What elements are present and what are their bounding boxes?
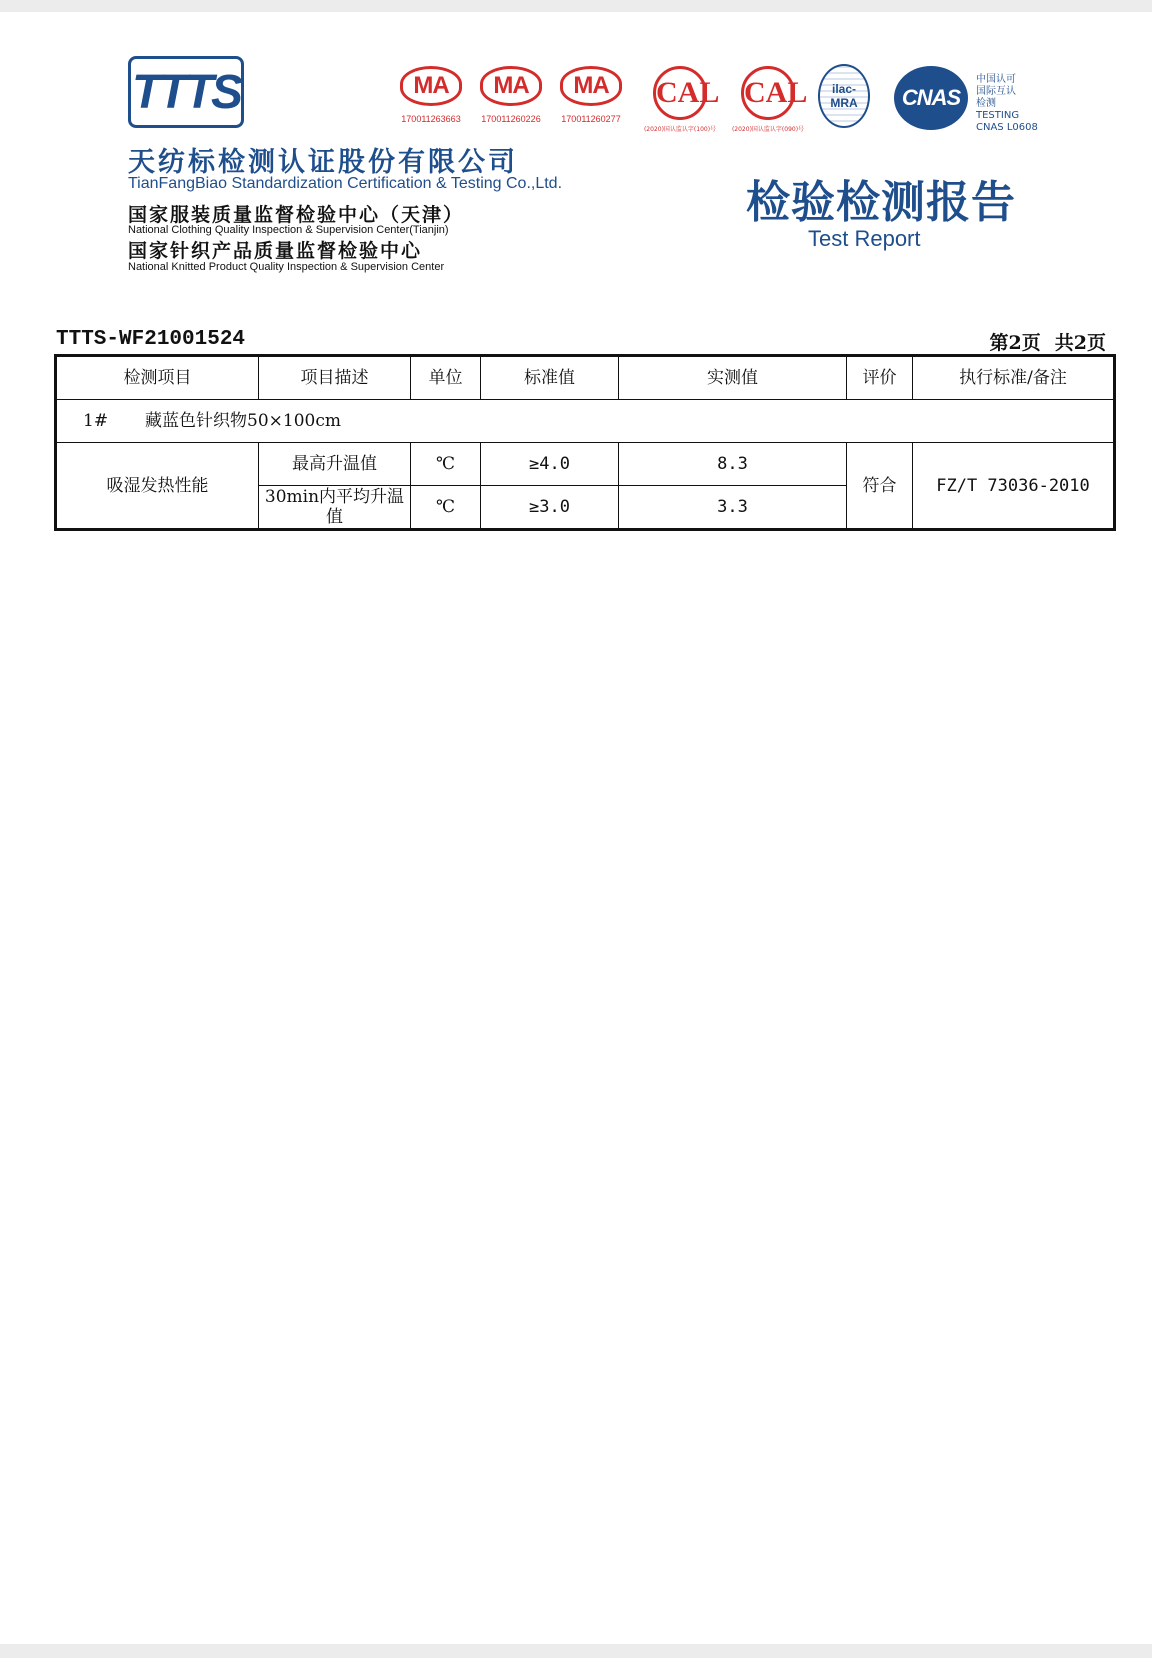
page-current: 第2页 [989, 332, 1041, 354]
center-name-cn-2: 国家针织产品质量监督检验中心 [128, 240, 423, 262]
company-name-cn: 天纺标检测认证股份有限公司 [128, 147, 518, 178]
cal-mark-1 [640, 66, 720, 133]
unit: ℃ [411, 486, 481, 530]
accreditation-marks [400, 66, 1040, 136]
cnas-side-line: CNAS L0608 [976, 122, 1038, 133]
measured-value: 3.3 [619, 486, 847, 530]
cma-icon: MA [480, 66, 542, 106]
results-table [54, 354, 1116, 531]
header-cell: 评价 [847, 356, 913, 400]
standard-value: ≥4.0 [481, 443, 619, 486]
cma-number: 170011260277 [561, 114, 621, 124]
cal-icon: CAL [741, 66, 795, 120]
center-name-en-2: National Knitted Product Quality Inspection & Supervision Center [128, 261, 445, 273]
test-item: 吸湿发热性能 [56, 443, 259, 530]
header-cell: 实测值 [619, 356, 847, 400]
header-cell: 执行标准/备注 [913, 356, 1115, 400]
cnas-side-line: 中国认可 [976, 74, 1016, 85]
cnas-side-line: 国际互认 [976, 86, 1016, 97]
cma-mark-1 [400, 66, 462, 124]
item-description: 最高升温值 [259, 443, 411, 486]
page-total: 共2页 [1054, 332, 1106, 354]
sample-cell [56, 400, 1115, 443]
center-name-en-1: National Clothing Quality Inspection & Supervision Center(Tianjin) [128, 224, 449, 236]
cal-number: (2020)国认监认字(090)号 [731, 126, 805, 133]
header-cell: 检测项目 [56, 356, 259, 400]
item-description: 30min内平均升温值 [259, 486, 411, 530]
report-title-en: Test Report [808, 226, 921, 251]
header-cell: 标准值 [481, 356, 619, 400]
company-logo [128, 56, 244, 128]
sample-name: 藏蓝色针织物50×100cm [145, 411, 341, 431]
cma-mark-3 [560, 66, 622, 124]
table-row [56, 443, 1115, 486]
ilac-mark [818, 64, 870, 128]
cma-number: 170011260226 [481, 114, 541, 124]
cma-icon: MA [400, 66, 462, 106]
header-cell: 项目描述 [259, 356, 411, 400]
cnas-side-text [976, 74, 1038, 134]
cma-icon: MA [560, 66, 622, 106]
cma-mark-2 [480, 66, 542, 124]
center-name-cn-1: 国家服装质量监督检验中心（天津） [128, 204, 465, 226]
evaluation: 符合 [847, 443, 913, 530]
measured-value: 8.3 [619, 443, 847, 486]
report-title-cn: 检验检测报告 [746, 177, 1016, 228]
standard-value: ≥3.0 [481, 486, 619, 530]
standard-reference: FZ/T 73036-2010 [913, 443, 1115, 530]
table-header-row [56, 356, 1115, 400]
cnas-side-line: TESTING [976, 110, 1020, 121]
report-page [0, 12, 1152, 1644]
company-name-en: TianFangBiao Standardization Certification & Testing Co.,Ltd. [128, 175, 563, 192]
cnas-side-line: 检测 [976, 98, 996, 109]
report-number: TTTS-WF21001524 [56, 328, 246, 351]
cnas-icon: CNAS [894, 66, 968, 130]
header-cell: 单位 [411, 356, 481, 400]
logo-text: TTTS [132, 65, 240, 119]
cnas-mark [894, 66, 968, 130]
ilac-mra-icon: ilac-MRA [818, 64, 870, 128]
cma-number: 170011263663 [401, 114, 461, 124]
unit: ℃ [411, 443, 481, 486]
page-indicator [976, 328, 1106, 355]
cal-icon: CAL [653, 66, 707, 120]
cal-number: (2020)国认监认字(100)号 [643, 126, 717, 133]
sample-id: 1# [83, 411, 109, 431]
cal-mark-2 [728, 66, 808, 133]
sample-row [56, 400, 1115, 443]
